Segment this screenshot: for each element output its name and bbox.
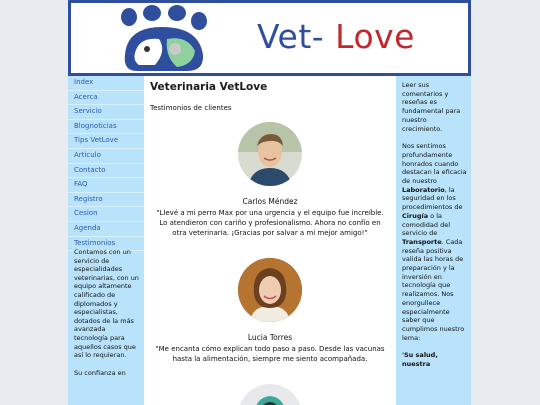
avatar-lucia xyxy=(238,258,302,322)
cirugia-highlight: Cirugía xyxy=(402,211,429,220)
laboratorio-highlight: Laboratorio xyxy=(402,185,445,194)
nav-item-registro[interactable]: Registro xyxy=(68,193,144,208)
right-p2-part-c: o la comodidad del servicio de xyxy=(402,211,451,238)
nav-item-blognoticias[interactable]: Blognoticias xyxy=(68,120,144,135)
avatar-woman-icon xyxy=(238,258,302,322)
main-content xyxy=(144,76,396,405)
testimonial-name-2: Lucia Torres xyxy=(247,333,293,342)
nav-item-agenda[interactable]: Agenda xyxy=(68,222,144,237)
nav-item-contacto[interactable]: Contacto xyxy=(68,164,144,179)
nav-item-articulo[interactable]: Articulo xyxy=(68,149,144,164)
logo-wordmark xyxy=(257,17,415,56)
nav-item-index[interactable]: Index xyxy=(68,76,144,91)
page-title: Veterinaria VetLove xyxy=(150,81,268,93)
nav-item-testimonios[interactable]: Testimonios xyxy=(68,237,144,252)
paw-logo-icon xyxy=(107,5,217,75)
testimonial-name-1: Carlos Méndez xyxy=(242,197,298,206)
left-paragraph-2: Su confianza en xyxy=(74,368,126,377)
nav-item-faq[interactable]: FAQ xyxy=(68,178,144,193)
avatar-third xyxy=(238,384,302,405)
nav-item-servicio[interactable]: Servicio xyxy=(68,105,144,120)
nav-item-acerca[interactable]: Acerca xyxy=(68,91,144,106)
avatar-carlos xyxy=(238,122,302,186)
logo-vet-text: Vet- xyxy=(257,17,325,56)
left-paragraph-1: Contamos con un servicio de especialidades veterinarias, con un equipo altamente calificado de diplomados y especialistas, dotados de la más avanzada tecnología para aquellos casos que así lo requieran. xyxy=(74,248,139,360)
sidebar-nav xyxy=(68,76,144,251)
logo-love-text: Love xyxy=(324,17,415,56)
nav-item-cesion[interactable]: Cesion xyxy=(68,207,144,222)
testimonial-quote-2: "Me encanta cómo explican todo paso a paso. Desde las vacunas hasta la alimentación, siempre me siento acompañada. xyxy=(155,345,385,363)
left-sidebar xyxy=(68,76,144,405)
transporte-highlight: Transporte xyxy=(402,237,442,246)
page-subtitle: Testimonios de clientes xyxy=(150,104,232,112)
testimonial-quote-1: "Llevé a mi perro Max por una urgencia y el equipo fue increíble. Lo atendieron con cariño y profesionalismo. Ahora no confío en otra veterinaria. ¡Gracias por salvar a mi mejor amigo!" xyxy=(156,209,384,237)
right-sidebar-text xyxy=(402,81,468,378)
right-paragraph-3 xyxy=(402,351,468,368)
right-paragraph-2 xyxy=(402,142,468,342)
right-p2-part-b: , la seguridad en los procedimientos de xyxy=(402,185,463,212)
motto-text: 'Su salud, nuestra xyxy=(402,351,438,369)
right-sidebar xyxy=(396,76,471,405)
nav-item-tips-vetlove[interactable]: Tips VetLove xyxy=(68,134,144,149)
right-p2-part-a: Nos sentimos profundamente honrados cuando destacan la eficacia de nuestro xyxy=(402,142,467,186)
site-header xyxy=(68,0,471,76)
right-p2-part-d: . Cada reseña positiva valida las horas de preparación y la inversión en tecnología que realizamos. Nos enorgullece especialmente saber que cumplimos nuestro lema: xyxy=(402,237,465,342)
avatar-person-icon xyxy=(238,384,302,405)
right-paragraph-1: Leer sus comentarios y reseñas es fundamental para nuestro crecimiento. xyxy=(402,81,461,133)
avatar-man-icon xyxy=(238,122,302,186)
left-sidebar-text xyxy=(74,248,140,386)
